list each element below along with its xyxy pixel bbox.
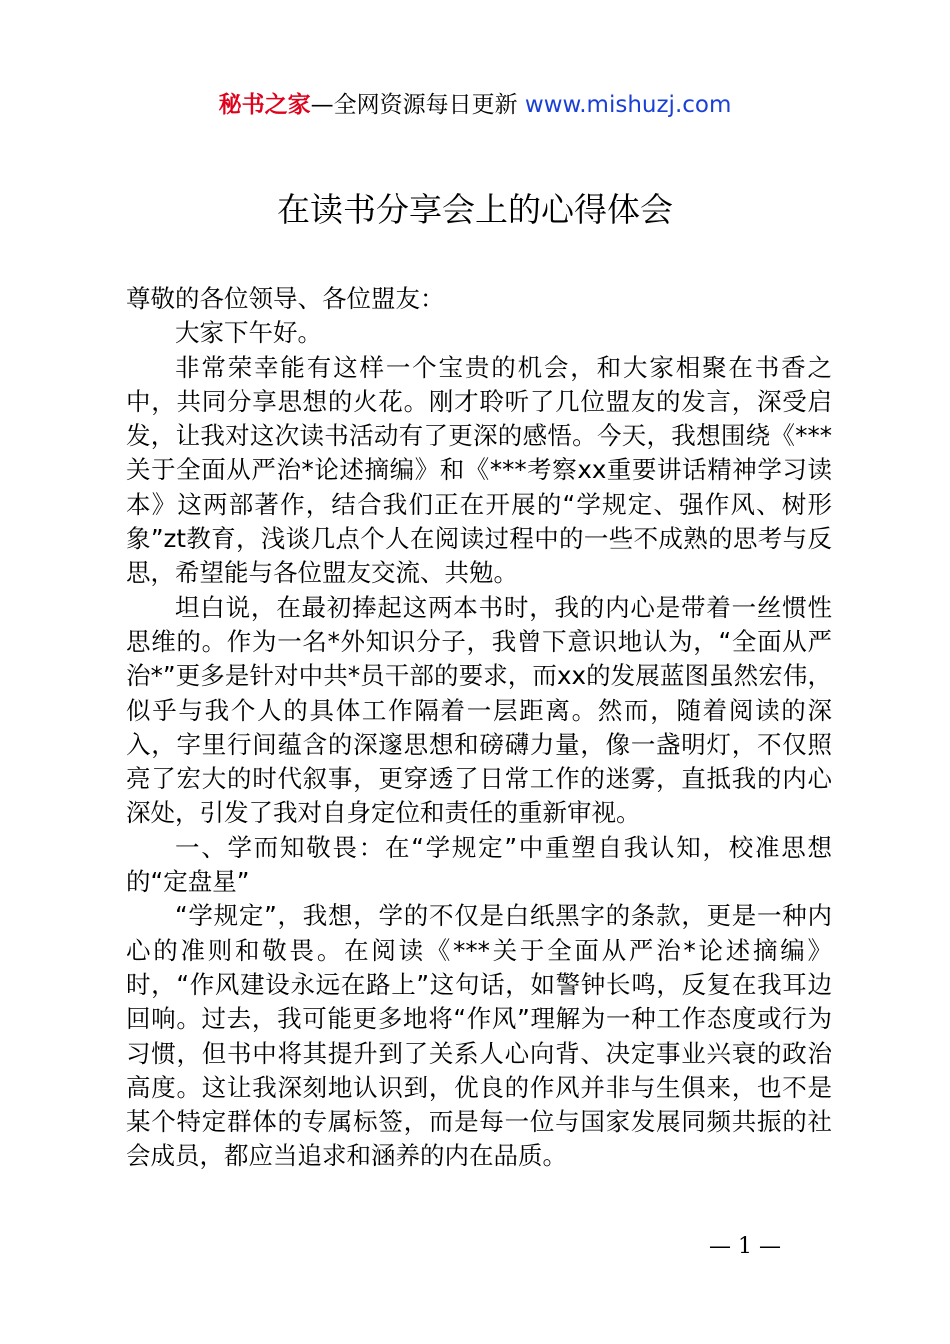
document-title: 在读书分享会上的心得体会 [277,190,673,229]
section-heading: 一、学而知敬畏：在“学规定”中重塑自我认知，校准思想的“定盘星” [126,832,832,897]
site-header [0,88,950,122]
header-tagline: —全网资源每日更新 [310,92,525,118]
page-number: — 1 — [709,1234,781,1259]
paragraph-greeting: 大家下午好。 [175,318,322,348]
paragraph-reflection: 坦白说，在最初捧起这两本书时，我的内心是带着一丝惯性思维的。作为一名*外知识分子，我曾下意识地认为，“全面从严治*”更多是针对中共*员干部的要求，而xx的发展蓝图虽然宏伟，似乎与我个人的具体工作隔着一层距离。然而，随着阅读的深入，字里行间蕴含的深邃思想和磅礴力量，像一盏明灯，不仅照亮了宏大的时代叙事，更穿透了日常工作的迷雾，直抵我的内心深处，引发了我对自身定位和责任的重新审视。 [126,592,832,828]
brand-name: 秘书之家 [218,92,311,118]
salutation: 尊敬的各位领导、各位盟友： [126,284,445,313]
document-body [126,282,832,1174]
paragraph-section-one: “学规定”，我想，学的不仅是白纸黑字的条款，更是一种内心的准则和敬畏。在阅读《***关于全面从严治*论述摘编》时，“作风建设永远在路上”这句话，如警钟长鸣，反复在我耳边回响。过去，我可能更多地将“作风”理解为一种工作态度或行为习惯，但书中将其提升到了关系人心向背、决定事业兴衰的政治高度。这让我深刻地认识到，优良的作风并非与生俱来，也不是某个特定群体的专属标签，而是每一位与国家发展同频共振的社会成员，都应当追求和涵养的内在品质。 [126,901,832,1171]
site-link[interactable]: www.mishuzj.com [524,92,732,118]
paragraph-intro: 非常荣幸能有这样一个宝贵的机会，和大家相聚在书香之中，共同分享思想的火花。刚才聆听了几位盟友的发言，深受启发，让我对这次读书活动有了更深的感悟。今天，我想围绕《***关于全面从严治*论述摘编》和《***考察xx重要讲话精神学习读本》这两部著作，结合我们正在开展的“学规定、强作风、树形象”zt教育，浅谈几点个人在阅读过程中的一些不成熟的思考与反思，希望能与各位盟友交流、共勉。 [126,352,832,588]
